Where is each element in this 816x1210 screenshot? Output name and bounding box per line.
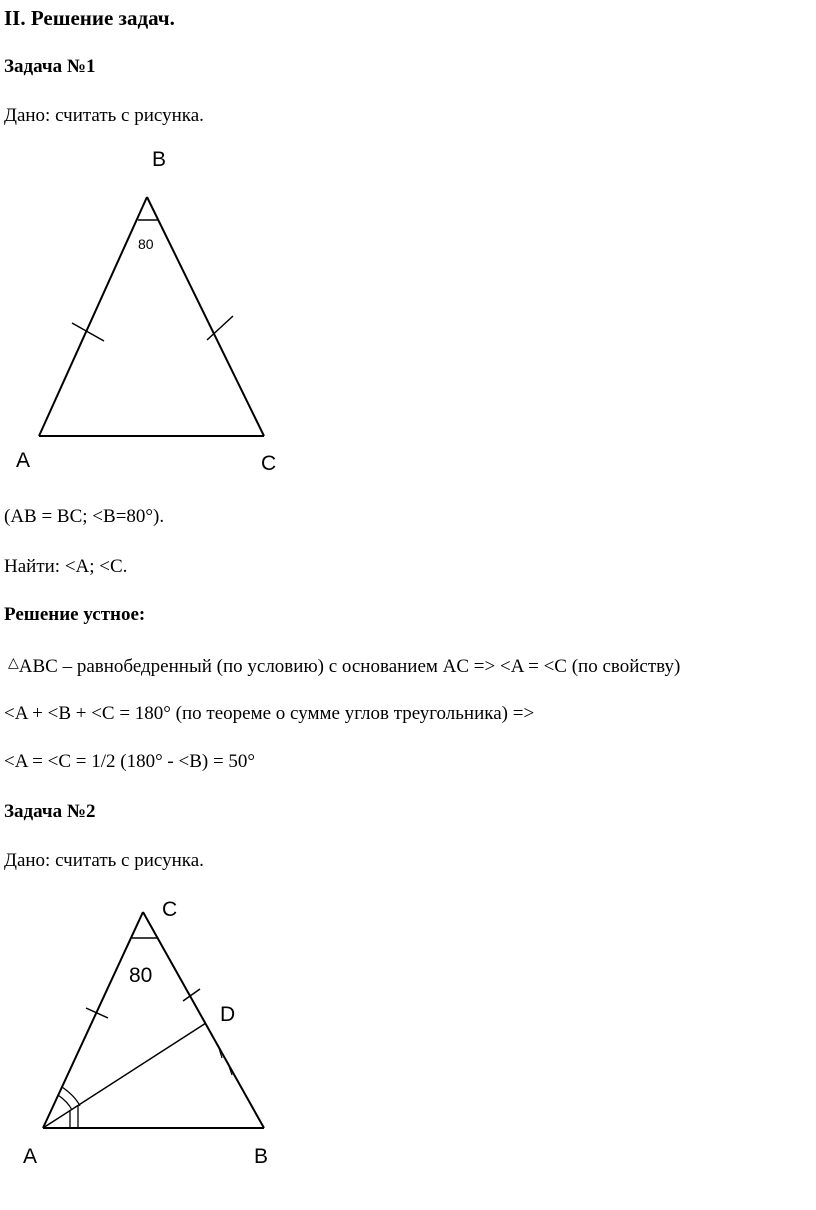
angle-b-value: 80 <box>138 236 154 252</box>
angle-a-arc-upper-1 <box>58 1095 72 1110</box>
task1-given: Дано: считать с рисунка. <box>4 105 204 126</box>
task1-solution-line2: <A + <B + <C = 180° (по теореме о сумме углов треугольника) => <box>4 703 535 724</box>
label-a: A <box>23 1145 38 1168</box>
side-bc <box>147 197 264 436</box>
task1-solution-line3: <A = <C = 1/2 (180° - <B) = 50° <box>4 751 256 772</box>
label-b: B <box>152 148 167 171</box>
task1-solution-line1: △ABC – равнобедренный (по условию) с основанием AC => <A = <C (по свойству) <box>4 652 680 679</box>
task2-figure <box>0 890 320 1210</box>
label-c: C <box>162 898 178 921</box>
label-a: A <box>16 449 31 472</box>
side-cb <box>143 912 264 1128</box>
task1-title: Задача №1 <box>4 56 96 77</box>
label-d: D <box>220 1003 236 1026</box>
task2-given: Дано: считать с рисунка. <box>4 850 204 871</box>
section-title: II. Решение задач. <box>4 6 175 30</box>
label-c: C <box>261 452 277 475</box>
task1-find: Найти: <A; <C. <box>4 556 128 577</box>
side-ab <box>39 197 147 436</box>
task2-title: Задача №2 <box>4 801 96 822</box>
angle-c-value: 80 <box>129 964 153 987</box>
label-b: B <box>254 1145 269 1168</box>
angle-a-arc-upper-2 <box>62 1087 80 1106</box>
task1-figure <box>0 140 320 480</box>
task1-condition: (AB = BC; <B=80°). <box>4 506 165 527</box>
task1-solution-title: Решение устное: <box>4 604 146 625</box>
triangle-icon: △ <box>8 656 19 671</box>
